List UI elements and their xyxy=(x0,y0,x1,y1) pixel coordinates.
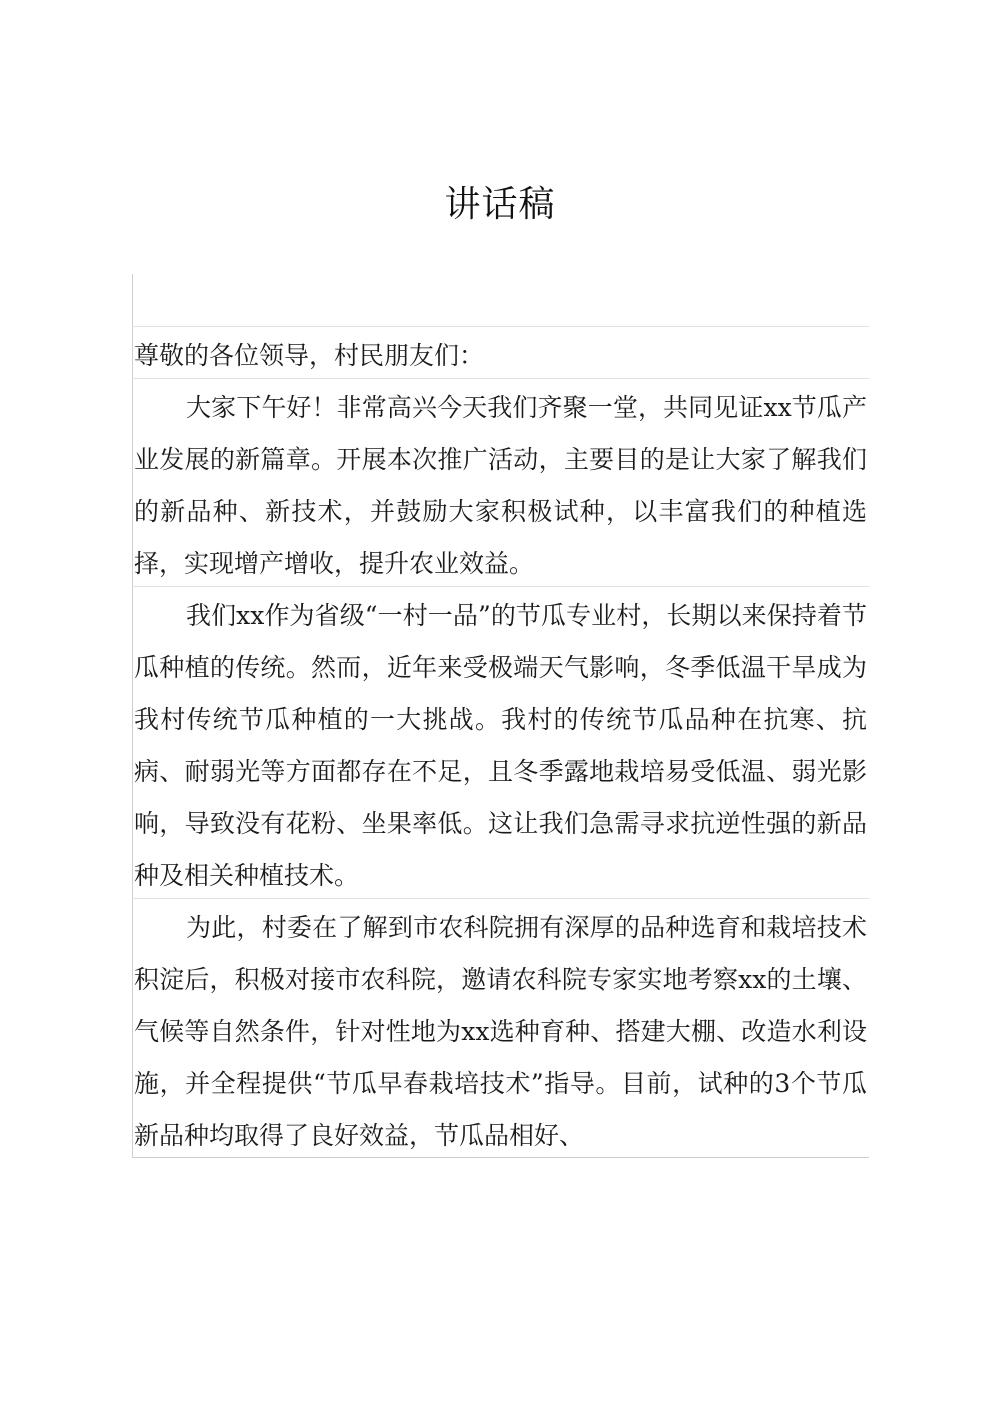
paragraph: 大家下午好！非常高兴今天我们齐聚一堂，共同见证xx节瓜产业发展的新篇章。开展本次推广活动，主要目的是让大家了解我们的新品种、新技术，并鼓励大家积极试种，以丰富我们的种植选择，实现增产增收，提升农业效益。 xyxy=(134,393,867,578)
divider xyxy=(132,326,869,327)
page-title: 讲话稿 xyxy=(444,184,556,225)
paragraph: 我们xx作为省级“一村一品”的节瓜专业村，长期以来保持着节瓜种植的传统。然而，近年来受极端天气影响，冬季低温干旱成为我村传统节瓜种植的一大挑战。我村的传统节瓜品种在抗寒、抗病、耐弱光等方面都存在不足，且冬季露地栽培易受低温、弱光影响，导致没有花粉、坐果率低。这让我们急需寻求抗逆性强的新品种及相关种植技术。 xyxy=(134,601,867,890)
greeting-line: 尊敬的各位领导，村民朋友们： xyxy=(134,341,485,370)
paragraph: 为此，村委在了解到市农科院拥有深厚的品种选育和栽培技术积淀后，积极对接市农科院，邀请农科院专家实地考察xx的土壤、气候等自然条件，针对性地为xx选种育种、搭建大棚、改造水利设施，并全程提供“节瓜早春栽培技术”指导。目前，试种的3个节瓜新品种均取得了良好效益，节瓜品相好、 xyxy=(134,913,867,1150)
